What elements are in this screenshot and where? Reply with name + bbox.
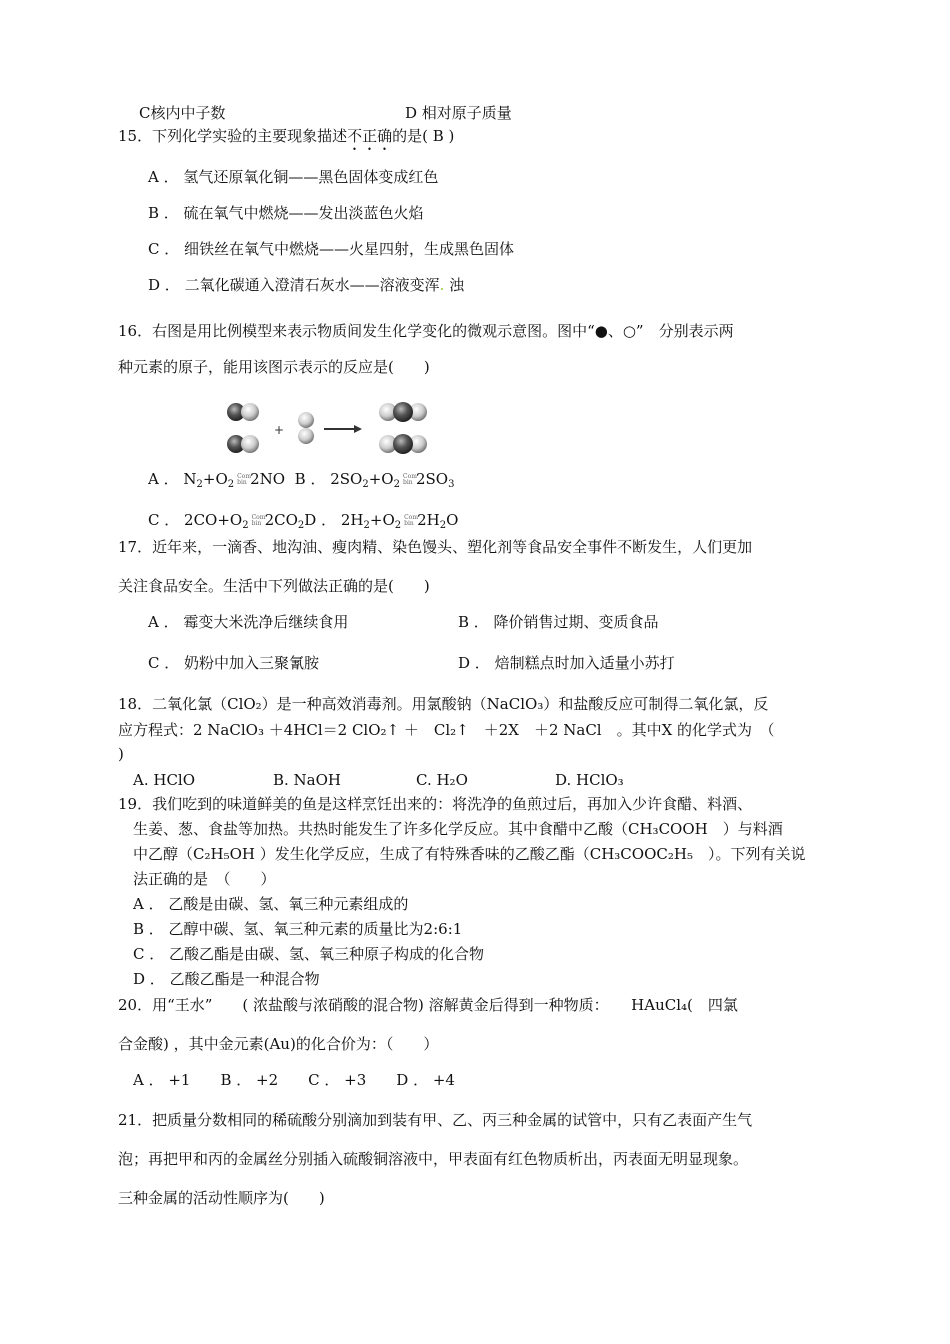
- q16-options-ab: A ． $N_2+O_2$ Com bin 2NO B ． $2SO_2+O_2$ Com bin $2SO_3$: [148, 470, 455, 490]
- q18-stem-line2: 应方程式：2 NaClO₃ ＋4HCl＝2 ClO₂↑ ＋ Cl₂↑ ＋2X ＋2 NaCl 。其中X 的化学式为 （: [118, 721, 775, 739]
- reaction-condition: Com bin: [402, 473, 417, 486]
- stray-mark: .: [439, 276, 445, 294]
- q20-stem-line1: 20．用“王水” ( 浓盐酸与浓硝酸的混合物) 溶解黄金后得到一种物质： HAuCl₄( 四氯: [118, 996, 738, 1014]
- q19-stem-line3: 中乙醇（C₂H₅OH ）发生化学反应，生成了有特殊香味的乙酸乙酯（CH₃COOC₂H₅ ）。下列有关说: [133, 845, 806, 863]
- q15-stem: 15．下列化学实验的主要现象描述不正确的是( B ): [118, 127, 455, 145]
- q17-option-d: D ． 焙制糕点时加入适量小苏打: [458, 654, 675, 672]
- q14-option-c: C核内中子数: [139, 104, 226, 122]
- q16-stem-line1: 16．右图是用比例模型来表示物质间发生化学变化的微观示意图。图中“●、○” 分别表示两: [118, 322, 734, 340]
- q19-option-d: D ． 乙酸乙酯是一种混合物: [133, 970, 320, 988]
- q14-option-d: D 相对原子质量: [405, 104, 512, 122]
- reaction-condition: Com bin: [251, 514, 266, 527]
- q18-option-d: D. HClO₃: [555, 771, 624, 789]
- reactant-molecule-vertical: [298, 412, 314, 444]
- q18-option-c: C. H₂O: [416, 771, 468, 789]
- q15-option-a: A ． 氢气还原氧化铜——黑色固体变成红色: [148, 168, 439, 186]
- q20-stem-line2: 合金酸) ，其中金元素(Au)的化合价为：（ ）: [118, 1035, 439, 1053]
- q16-equation-c: $2CO+O_2$ Com bin $2CO_2$: [184, 511, 305, 531]
- q18-stem-line3: ): [118, 745, 124, 763]
- q17-stem-line2: 关注食品安全。生活中下列做法正确的是( ): [118, 577, 430, 595]
- q16-stem-line2: 种元素的原子，能用该图示表示的反应是( ): [118, 358, 430, 376]
- q18-option-b: B. NaOH: [273, 771, 342, 789]
- q19-stem-line4: 法正确的是 （ ）: [133, 870, 276, 888]
- q17-option-c: C ． 奶粉中加入三聚氰胺: [148, 654, 320, 672]
- q15-option-c: C ． 细铁丝在氧气中燃烧——火星四射，生成黑色固体: [148, 240, 515, 258]
- product-molecule-bottom: [379, 434, 427, 454]
- q16-equation-a: $N_2+O_2$ Com bin 2NO: [183, 470, 286, 490]
- q15-option-b: B ． 硫在氧气中燃烧——发出淡蓝色火焰: [148, 204, 424, 222]
- q19-option-a: A ． 乙酸是由碳、氢、氧三种元素组成的: [133, 895, 409, 913]
- q21-stem-line2: 泡；再把甲和丙的金属丝分别插入硫酸铜溶液中，甲表面有红色物质析出，丙表面无明显现象。: [118, 1150, 749, 1168]
- q19-stem-line1: 19．我们吃到的味道鲜美的鱼是这样烹饪出来的：将洗净的鱼煎过后，再加入少许食醋、料酒、: [118, 795, 753, 813]
- q19-stem-line2: 生姜、葱、食盐等加热。共热时能发生了许多化学反应。其中食醋中乙酸（CH₃COOH ）与料酒: [133, 820, 783, 838]
- q21-stem-line1: 21．把质量分数相同的稀硫酸分别滴加到装有甲、乙、丙三种金属的试管中，只有乙表面产生气: [118, 1111, 753, 1129]
- q19-option-b: B ． 乙醇中碳、氢、氧三种元素的质量比为2:6:1: [133, 920, 463, 938]
- q17-option-a: A ． 霉变大米洗净后继续食用: [148, 613, 349, 631]
- q19-option-c: C ． 乙酸乙酯是由碳、氢、氧三种原子构成的化合物: [133, 945, 485, 963]
- reaction-arrow: [324, 425, 362, 433]
- reactant-molecule-top: [227, 403, 259, 421]
- q15-option-d: D ． 二氧化碳通入澄清石灰水——溶液变浑. 浊: [148, 276, 465, 294]
- q15-emphasis: 不正确: [347, 127, 393, 145]
- q16-equation-b: $2SO_2+O_2$ Com bin $2SO_3$: [330, 470, 455, 490]
- reactant-molecule-bottom: [227, 435, 259, 453]
- q21-stem-line3: 三种金属的活动性顺序为( ): [118, 1189, 325, 1207]
- q16-equation-d: $2H_2+O_2$ Com bin $2H_2O$: [340, 511, 459, 531]
- q20-options: A ． +1 B ． +2 C ． +3 D ． +4: [133, 1071, 455, 1089]
- q18-option-a: A. HClO: [133, 771, 196, 789]
- q17-option-b: B ． 降价销售过期、变质食品: [458, 613, 659, 631]
- q17-stem-line1: 17．近年来，一滴香、地沟油、瘦肉精、染色馒头、塑化剂等食品安全事件不断发生，人们更加: [118, 538, 753, 556]
- reaction-model-diagram: [222, 398, 432, 458]
- reaction-condition: Com bin: [237, 473, 252, 486]
- product-molecule-top: [379, 402, 427, 422]
- q18-stem-line1: 18．二氧化氯（ClO₂）是一种高效消毒剂。用氯酸钠（NaClO₃）和盐酸反应可制得二氧化氯，反: [118, 695, 769, 713]
- q16-options-cd: C ． $2CO+O_2$ Com bin $2CO_2D$ ． $2H_2+O_2$ Com bin $2H_2O$: [148, 511, 459, 531]
- plus-sign: +: [274, 423, 285, 437]
- reaction-condition: Com bin: [404, 514, 419, 527]
